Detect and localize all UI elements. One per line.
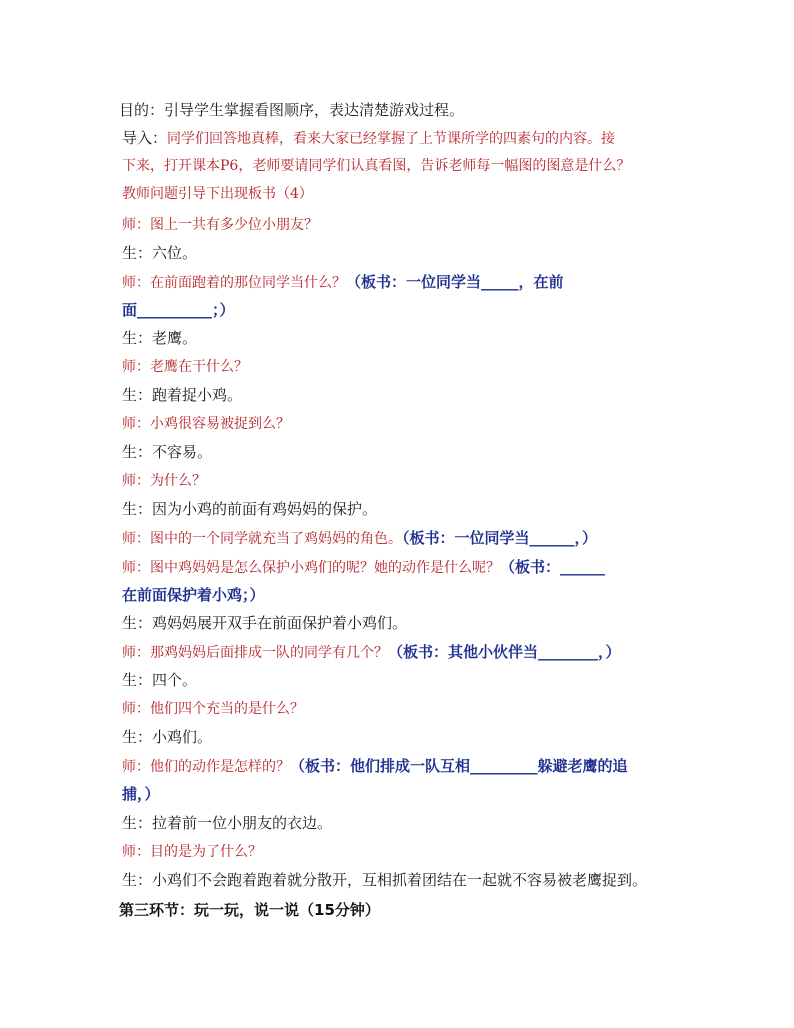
student-answer: 生：小鸡们。 xyxy=(122,728,213,746)
intro-line-1 xyxy=(122,128,615,149)
student-answer: 生：因为小鸡的前面有鸡妈妈的保护。 xyxy=(122,500,378,518)
student-answer: 生：小鸡们不会跑着跑着就分散开，互相抓着团结在一起就不容易被老鹰捉到。 xyxy=(122,871,648,889)
teacher-question: 师：目的是为了什么？ xyxy=(122,844,262,860)
teacher-question: 师：为什么？ xyxy=(122,473,206,489)
teacher-question: 师：老鹰在干什么？ xyxy=(122,359,248,375)
intro-prefix: 导入： xyxy=(122,129,168,147)
teacher-question xyxy=(122,272,564,293)
student-answer: 生：六位。 xyxy=(122,244,198,262)
purpose-line: 目的：引导学生掌握看图顺序，表达清楚游戏过程。 xyxy=(119,101,465,119)
intro-line-3: 教师问题引导下出现板书（4） xyxy=(122,186,313,202)
teacher-question xyxy=(122,528,597,549)
student-answer: 生：鸡妈妈展开双手在前面保护着小鸡们。 xyxy=(122,614,408,632)
board-note: 捕，） xyxy=(122,785,160,803)
board-note: （板书：其他小伙伴当________，） xyxy=(388,643,621,661)
teacher-question xyxy=(122,642,621,663)
board-note: （板书：他们排成一队互相_________躲避老鹰的追 xyxy=(290,757,628,775)
board-note: 面__________；） xyxy=(122,301,235,319)
teacher-question: 师：图上一共有多少位小朋友？ xyxy=(122,217,318,233)
student-answer: 生：不容易。 xyxy=(122,443,213,461)
teacher-question-text: 师：他们的动作是怎样的？ xyxy=(122,759,290,775)
intro-text-1: 同学们回答地真棒，看来大家已经掌握了上节课所学的四素句的内容。接 xyxy=(167,131,616,147)
teacher-question-text: 师：在前面跑着的那位同学当什么？ xyxy=(122,275,346,291)
teacher-question xyxy=(122,557,605,578)
teacher-question-text: 师：图中的一个同学就充当了鸡妈妈的角色。 xyxy=(122,531,402,547)
board-note: 在前面保护着小鸡；） xyxy=(122,586,265,604)
student-answer: 生：老鹰。 xyxy=(122,329,198,347)
student-answer: 生：四个。 xyxy=(122,671,198,689)
teacher-question xyxy=(122,756,628,777)
board-note: （板书：一位同学当_____，在前 xyxy=(346,273,564,291)
student-answer: 生：拉着前一位小朋友的衣边。 xyxy=(122,814,333,832)
teacher-question-text: 师：那鸡妈妈后面排成一队的同学有几个？ xyxy=(122,645,388,661)
teacher-question: 师：他们四个充当的是什么？ xyxy=(122,701,304,717)
student-answer: 生：跑着捉小鸡。 xyxy=(122,386,243,404)
teacher-question-text: 师：图中鸡妈妈是怎么保护小鸡们的呢？她的动作是什么呢？ xyxy=(122,560,500,576)
board-note: （板书：一位同学当______，） xyxy=(402,529,598,547)
intro-line-2: 下来，打开课本P6，老师要请同学们认真看图，告诉老师每一幅图的图意是什么？ xyxy=(122,158,631,174)
teacher-question: 师：小鸡很容易被捉到么？ xyxy=(122,416,290,432)
section-heading: 第三环节：玩一玩，说一说（15分钟） xyxy=(119,901,380,919)
board-note: （板书：______ xyxy=(500,558,606,576)
